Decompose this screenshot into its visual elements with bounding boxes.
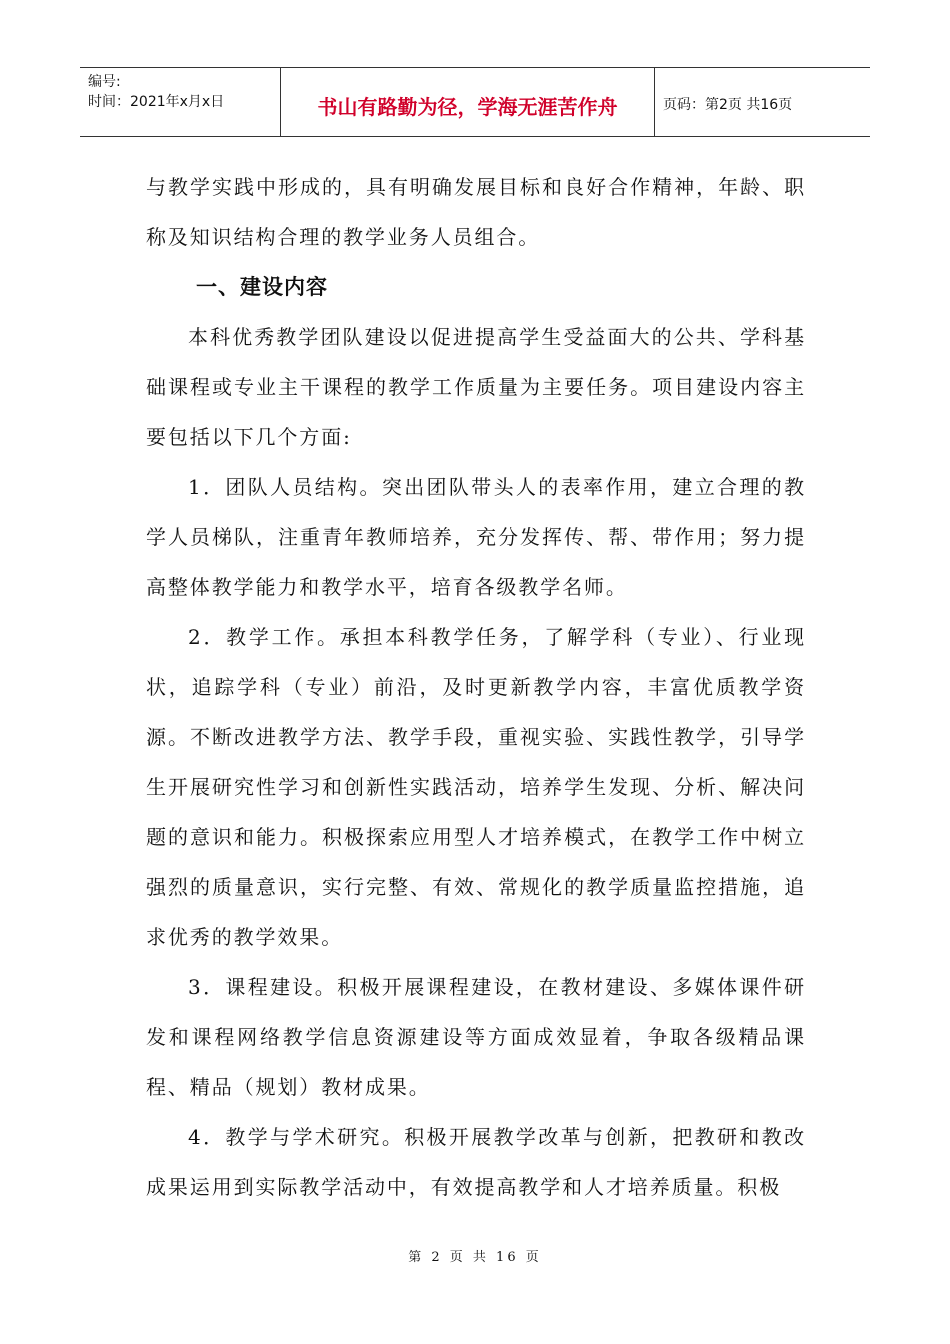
header-page-label: 页码：第2页 共16页 [663, 97, 793, 113]
header-meta [80, 68, 281, 136]
time-label: 时间：2021年x月x日 [88, 94, 225, 110]
paragraph-continuation: 与教学实践中形成的，具有明确发展目标和良好合作精神，年龄、职称及知识结构合理的教学业务人员组合。 [146, 175, 806, 249]
paragraph-item-2: 2．教学工作。承担本科教学任务，了解学科（专业）、行业现状，追踪学科（专业）前沿，及时更新教学内容，丰富优质教学资源。不断改进教学方法、教学手段，重视实验、实践性教学，引导学生开展研究性学习和创新性实践活动，培养学生发现、分析、解决问题的意识和能力。积极探索应用型人才培养模式，在教学工作中树立强烈的质量意识，实行完整、有效、常规化的教学质量监控措施，追求优秀的教学效果。 [146, 625, 806, 949]
page-footer: 第 2 页 共 16 页 [408, 1250, 542, 1265]
paragraph-item-4: 4．教学与学术研究。积极开展教学改革与创新，把教研和教改成果运用到实际教学活动中，有效提高教学和人才培养质量。积极 [146, 1125, 806, 1199]
header-motto: 书山有路勤为径，学海无涯苦作舟 [281, 68, 655, 136]
paragraph-item-3: 3．课程建设。积极开展课程建设，在教材建设、多媒体课件研发和课程网络教学信息资源建设等方面成效显着，争取各级精品课程、精品（规划）教材成果。 [146, 975, 806, 1099]
page-header [80, 67, 870, 137]
section-heading: 一、建设内容 [196, 275, 328, 299]
document-body [146, 162, 806, 1212]
paragraph-item-1: 1．团队人员结构。突出团队带头人的表率作用，建立合理的教学人员梯队，注重青年教师培养，充分发挥传、帮、带作用；努力提高整体教学能力和教学水平，培育各级教学名师。 [146, 475, 806, 599]
number-label: 编号: [88, 74, 121, 90]
paragraph-intro: 本科优秀教学团队建设以促进提高学生受益面大的公共、学科基础课程或专业主干课程的教学工作质量为主要任务。项目建设内容主要包括以下几个方面: [146, 325, 806, 449]
